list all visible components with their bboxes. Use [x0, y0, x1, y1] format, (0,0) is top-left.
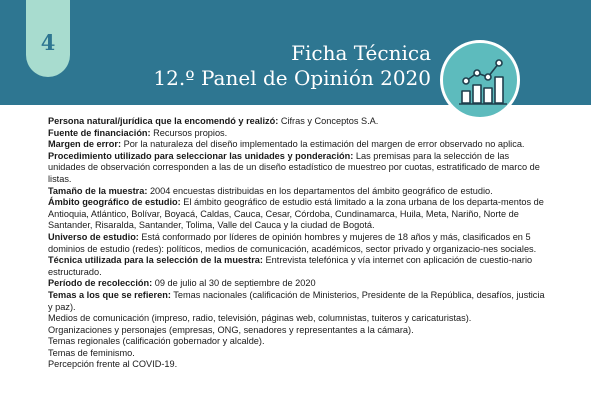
topic-line: Percepción frente al COVID-19. [48, 359, 178, 370]
field-sample-size: Tamaño de la muestra: 2004 encuestas distribuidas en los departamentos del ámbito geográfico de estudio. [48, 185, 493, 196]
page-title [153, 41, 431, 91]
field-topics: Temas a los que se refieren: Temas nacionales (calificación de Ministerios, Presidente de la República, desafíos, justicia y paz). [48, 289, 545, 312]
title-line-2: 12.º Panel de Opinión 2020 [153, 66, 431, 90]
section-tab [26, 0, 70, 77]
field-collection-period: Período de recolección: 09 de julio al 30 de septiembre de 2020 [48, 278, 316, 289]
topic-line: Organizaciones y personajes (empresas, ONG, senadores y representantes a la cámara). [48, 324, 414, 335]
field-universe: Universo de estudio: Está conformado por líderes de opinión hombres y mujeres de 18 años y más, clasificados en 5 dominios de estudio (redes): políticos, medios de comunicación, académicos, sector privado y organizacio-nes sociales. [48, 231, 537, 254]
field-funding: Fuente de financiación: Recursos propios. [48, 127, 228, 138]
technical-sheet-content [48, 116, 548, 371]
title-line-1: Ficha Técnica [291, 41, 431, 65]
field-technique: Técnica utilizada para la selección de la muestra: Entrevista telefónica y vía internet con aplicación de cuestio-nario estructurado. [48, 255, 533, 277]
field-commissioned: Persona natural/jurídica que la encomendó y realizó: Cifras y Conceptos S.A. [48, 116, 379, 126]
field-procedure: Procedimiento utilizado para seleccionar las unidades y ponderación: Las premisas para la selección de las unidades de observación corresponden a las de un diseño estadístico de muestreo por cuotas, estratificado de marco de listas. [48, 150, 540, 184]
field-geographic-scope: Ámbito geográfico de estudio: El ámbito geográfico de estudio está limitado a la zona urbana de los departa-mentos de Antioquia, Atlántico, Bolívar, Boyacá, Caldas, Cauca, Cesar, Córdoba, Cundinamarca, Huila, Meta, Nariño, Norte de Santander, Risaralda, Santander, Tolima, Valle del Cauca y la ciudad de Bogotá. [48, 197, 544, 231]
topic-line: Temas de feminismo. [48, 347, 135, 358]
topic-line: Temas regionales (calificación gobernador y alcalde). [48, 336, 265, 347]
section-number: 4 [40, 30, 56, 55]
field-margin-of-error: Margen de error: Por la naturaleza del diseño implementado la estimación del margen de error observado no aplica. [48, 139, 525, 150]
topic-line: Medios de comunicación (impreso, radio, televisión, páginas web, columnistas, tuiteros y caricaturistas). [48, 313, 472, 324]
bar-chart-trend-icon [440, 40, 520, 120]
